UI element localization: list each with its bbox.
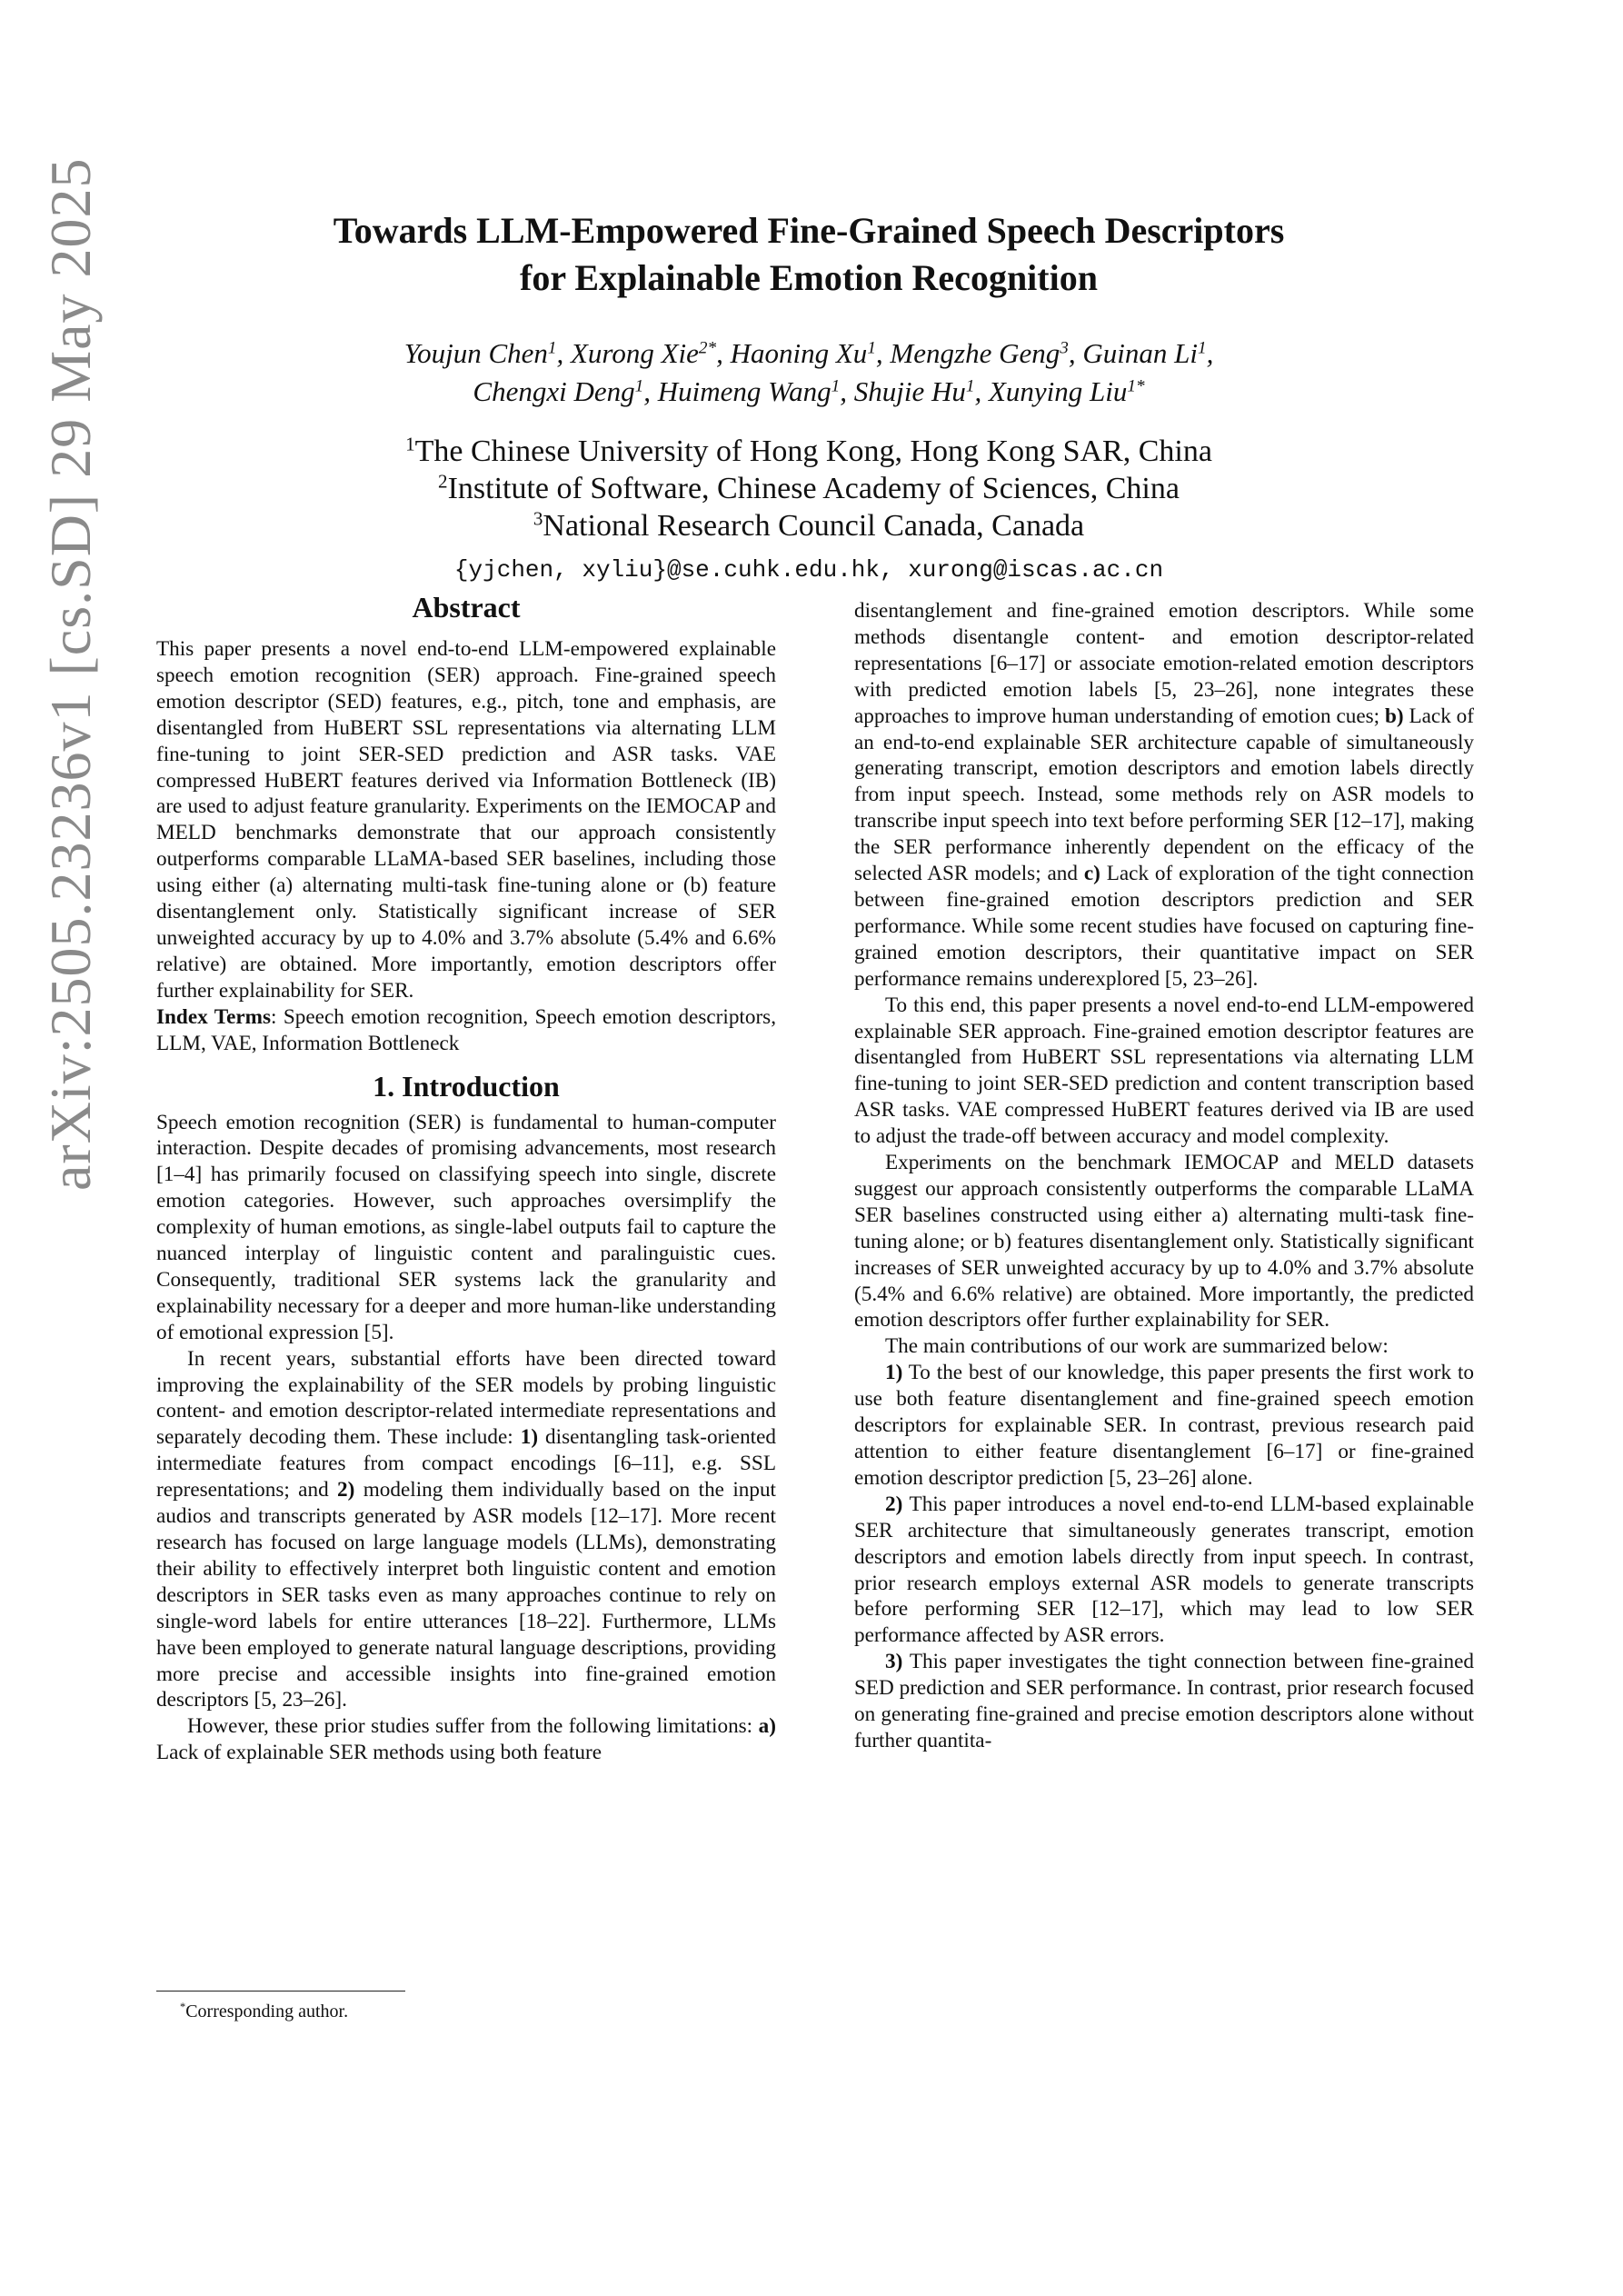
author-mark: 3 xyxy=(1060,338,1069,358)
abstract-heading: Abstract xyxy=(412,591,521,624)
contribution-3: 3) This paper investigates the tight connection between fine-grained SED prediction and SER performance. In contrast, prior research focused on generating fine-grained and precise emotion descriptors alone without further quantita- xyxy=(854,1650,1474,1752)
author-name: Youjun Chen xyxy=(403,337,548,369)
contribution-1: 1) To the best of our knowledge, this paper presents the first work to use both feature disentanglement and fine-grained speech emotion descriptors for explainable SER. In contrast, previous research paid attention to either feature disentanglement [6–17] or fine-grained emotion descriptor prediction [5, 23–26] alone. xyxy=(854,1361,1474,1490)
footnote: *Corresponding author. xyxy=(180,2001,349,2021)
author-mark: 1 xyxy=(831,376,841,396)
author-emails: {yjchen, xyliu}@se.cuhk.edu.hk, xurong@iscas.ac.cn xyxy=(453,556,1164,584)
author-name: Guinan Li xyxy=(1082,337,1198,369)
affiliation-2: $^2$Institute of Software, Chinese Academy of Sciences, China xyxy=(438,470,1180,505)
left-column xyxy=(156,589,776,1766)
author-name: Haoning Xu xyxy=(730,337,868,369)
author-name: Mengzhe Geng xyxy=(890,337,1060,369)
affiliation-3: $^3$National Research Council Canada, Canada xyxy=(533,507,1085,543)
author-mark: 1 xyxy=(1197,338,1207,358)
author-mark: 1* xyxy=(1127,376,1145,396)
affiliations xyxy=(182,433,1436,544)
author-mark: 2* xyxy=(698,338,717,358)
contribution-2: 2) This paper introduces a novel end-to-end LLM-based explainable SER architecture that simultaneously generates transcript, emotion descriptors and emotion labels directly from input speech. In contrast, prior research employs external ASR models to generate transcripts before performing SER [12–17], which may lead to low SER performance affected by ASR errors. xyxy=(854,1492,1474,1648)
affiliation-1: $^1$The Chinese University of Hong Kong, Hong Kong SAR, China xyxy=(405,433,1212,468)
intro-paragraph-1: Speech emotion recognition (SER) is fundamental to human-computer interaction. Despite decades of promising advancements, most research [1–4] has primarily focused on classifying speech into single, discrete emotion categories. However, such approaches oversimplify the complexity of human emotions, as single-label outputs fail to capture the nuanced interplay of linguistic content and paralinguistic cues. Consequently, traditional SER systems lack the granularity and explainability necessary for a deeper and more human-like understanding of emotional expression [5]. xyxy=(156,1110,776,1344)
intro-paragraph-3-cont: disentanglement and fine-grained emotion descriptors. While some methods disentangle content- and emotion descriptor-related representations [6–17] or associate emotion-related emotion descriptors with predicted emotion labels [5, 23–26], none integrates these approaches to improve human understanding of emotion cues; b) Lack of an end-to-end explainable SER architecture capable of simultaneously generating transcript, emotion descriptors and emotion labels directly from input speech. Instead, some methods rely on ASR models to transcribe input speech into text before performing SER [12–17], making the SER performance inherently dependent on the efficacy of the selected ASR models; and c) Lack of exploration of the tight connection between fine-grained emotion descriptors prediction and SER performance. While some recent studies have focused on capturing fine-grained emotion descriptors, their quantitative impact on SER performance remains underexplored [5, 23–26]. xyxy=(854,599,1474,991)
arxiv-side-stamp: arXiv:2505.23236v1 [cs.SD] 29 May 2025 xyxy=(38,157,103,1191)
author-mark: 1 xyxy=(965,376,975,396)
title-line-1: Towards LLM-Empowered Fine-Grained Speech Descriptors xyxy=(333,210,1285,251)
intro-paragraph-3-start: However, these prior studies suffer from the following limitations: a) Lack of explainable SER methods using both feature xyxy=(156,1714,776,1765)
author-name: Xurong Xie xyxy=(571,337,699,369)
author-mark: 1 xyxy=(867,338,876,358)
intro-paragraph-2: In recent years, substantial efforts have been directed toward improving the explainability of the SER models by probing linguistic content- and emotion descriptor-related intermediate representations and separately decoding them. These include: 1) disentangling task-oriented intermediate features from compact encodings [6–11], e.g. SSL representations; and 2) modeling them individually based on the input audios and transcripts generated by ASR models [12–17]. More recent research has focused on large language models (LLMs), demonstrating their ability to effectively interpret both linguistic content and emotion descriptors in SER tasks even as many approaches continue to rely on single-word labels for entire utterances [18–22]. Furthermore, LLMs have been employed to generate natural language descriptions, providing more precise and accessible insights into fine-grained emotion descriptors [5, 23–26]. xyxy=(156,1346,777,1712)
paper-title xyxy=(182,207,1436,302)
title-line-2: for Explainable Emotion Recognition xyxy=(520,257,1098,298)
abstract-body: This paper presents a novel end-to-end LLM-empowered explainable speech emotion recognition (SER) approach. Fine-grained speech emotion descriptor (SED) features, e.g., pitch, tone and emphasis, are disentangled from HuBERT SSL representations via alternating LLM fine-tuning to joint SER-SED prediction and ASR tasks. VAE compressed HuBERT features derived via Information Bottleneck (IB) are used to adjust feature granularity. Experiments on the IEMOCAP and MELD benchmarks demonstrate that our approach consistently outperforms comparable LLaMA-based SER baselines, including those using either (a) alternating multi-task fine-tuning alone or (b) feature disentanglement only. Statistically significant increase of SER unweighted accuracy by up to 4.0% and 3.7% absolute (5.4% and 6.6% relative) are obtained. More importantly, emotion descriptors offer further explainability for SER. xyxy=(156,637,776,1003)
author-line-1: Youjun Chen$^1$, Xurong Xie$^{2*}$, Haoning Xu$^1$, Mengzhe Geng$^3$, Guinan Li$^1$, xyxy=(403,337,1214,369)
right-column xyxy=(854,598,1474,1754)
index-terms: Index Terms: Speech emotion recognition, Speech emotion descriptors, LLM, VAE, Information Bottleneck xyxy=(156,1004,776,1055)
author-mark: 1 xyxy=(547,338,557,358)
intro-paragraph-4: To this end, this paper presents a novel end-to-end LLM-empowered explainable SER approach. Fine-grained emotion descriptor features are disentangled from HuBERT SSL representations via alternating LLM fine-tuning to joint SER-SED prediction and content transcription based ASR tasks. VAE compressed HuBERT features derived via IB are used to adjust the trade-off between accuracy and model complexity. xyxy=(854,993,1474,1149)
contributions-intro: The main contributions of our work are summarized below: xyxy=(885,1334,1389,1359)
author-mark: 1 xyxy=(634,376,644,396)
author-name: Huimeng Wang xyxy=(657,375,831,407)
author-name: Xunying Liu xyxy=(988,375,1128,407)
author-name: Chengxi Deng xyxy=(473,375,635,407)
introduction-heading: 1. Introduction xyxy=(373,1069,560,1103)
author-name: Shujie Hu xyxy=(853,375,966,407)
intro-paragraph-5: Experiments on the benchmark IEMOCAP and MELD datasets suggest our approach consistently outperforms the comparable LLaMA SER baselines constructed using either a) alternating multi-task fine-tuning alone; or b) features disentanglement only. Statistically significant increases of SER unweighted accuracy by up to 4.0% and 3.7% absolute (5.4% and 6.6% relative) are obtained. More importantly, the predicted emotion descriptors offer further explainability for SER. xyxy=(854,1151,1474,1333)
author-list xyxy=(182,334,1436,411)
author-line-2: Chengxi Deng$^1$, Huimeng Wang$^1$, Shujie Hu$^1$, Xunying Liu$^{1*}$ xyxy=(473,375,1145,407)
footnote-rule xyxy=(156,1991,405,1992)
